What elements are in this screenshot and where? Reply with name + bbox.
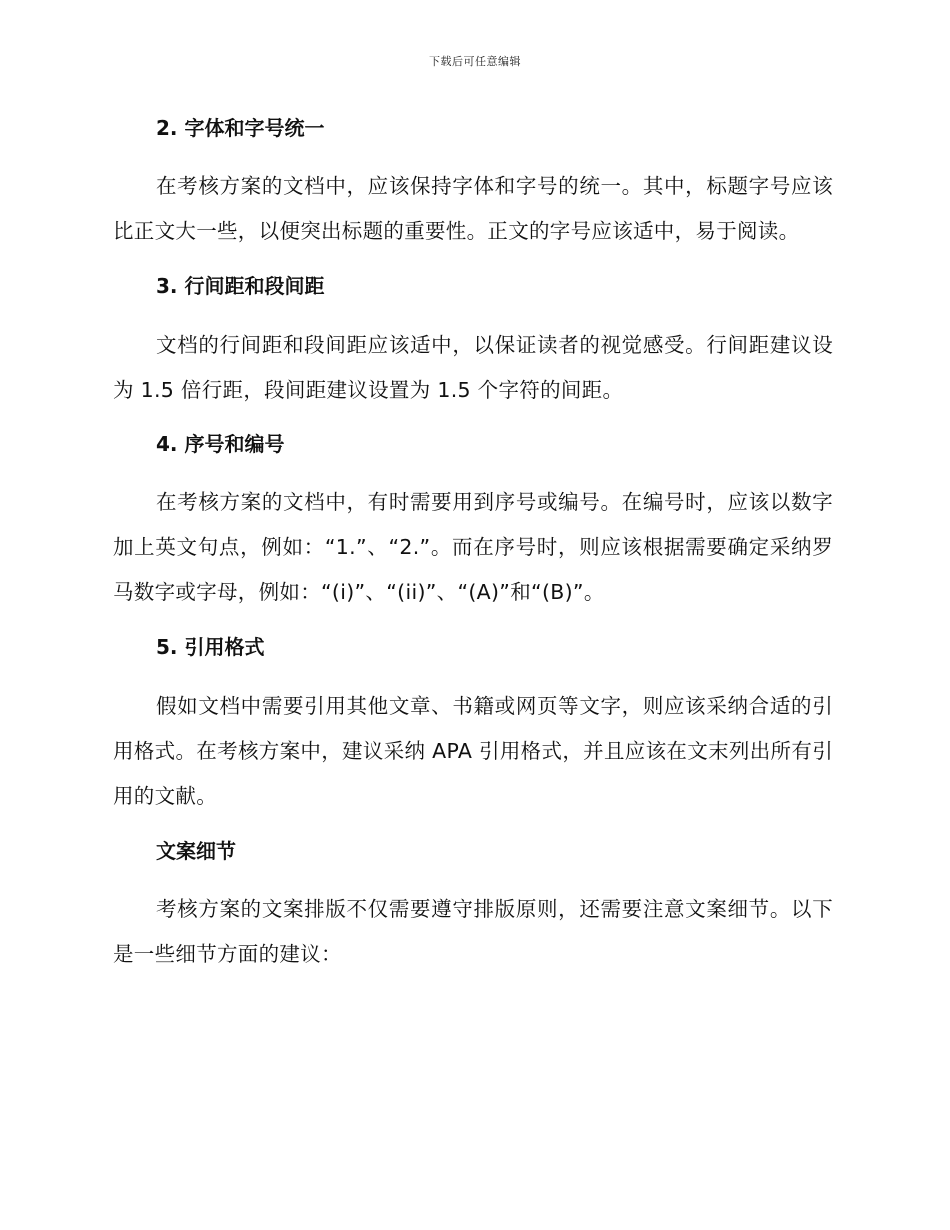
section-heading-font-size: 2. 字体和字号统一 [156, 116, 325, 140]
section-paragraph-numbering: 在考核方案的文档中，有时需要用到序号或编号。在编号时，应该以数字加上英文句点，例如：“1.”、“2.”。而在序号时，则应该根据需要确定采纳罗马数字或字母，例如：“(i)”、“(ii)”、“(A)”和“(B)”。 [113, 490, 833, 604]
section-heading-citation: 5. 引用格式 [156, 635, 265, 659]
section-heading-line-spacing: 3. 行间距和段间距 [156, 274, 325, 298]
section-heading-copy-details: 文案细节 [156, 839, 236, 863]
section-paragraph-copy-details: 考核方案的文案排版不仅需要遵守排版原则，还需要注意文案细节。以下是一些细节方面的建议： [113, 897, 833, 966]
section-paragraph-line-spacing: 文档的行间距和段间距应该适中，以保证读者的视觉感受。行间距建议设为 1.5 倍行距，段间距建议设置为 1.5 个字符的间距。 [113, 333, 833, 402]
document-body [113, 110, 833, 977]
section-paragraph-citation: 假如文档中需要引用其他文章、书籍或网页等文字，则应该采纳合适的引用格式。在考核方案中，建议采纳 APA 引用格式，并且应该在文末列出所有引用的文献。 [113, 694, 833, 808]
page-header: 下载后可任意编辑 [429, 55, 521, 68]
section-paragraph-font-size: 在考核方案的文档中，应该保持字体和字号的统一。其中，标题字号应该比正文大一些，以便突出标题的重要性。正文的字号应该适中，易于阅读。 [113, 174, 833, 243]
section-heading-numbering: 4. 序号和编号 [156, 432, 285, 456]
